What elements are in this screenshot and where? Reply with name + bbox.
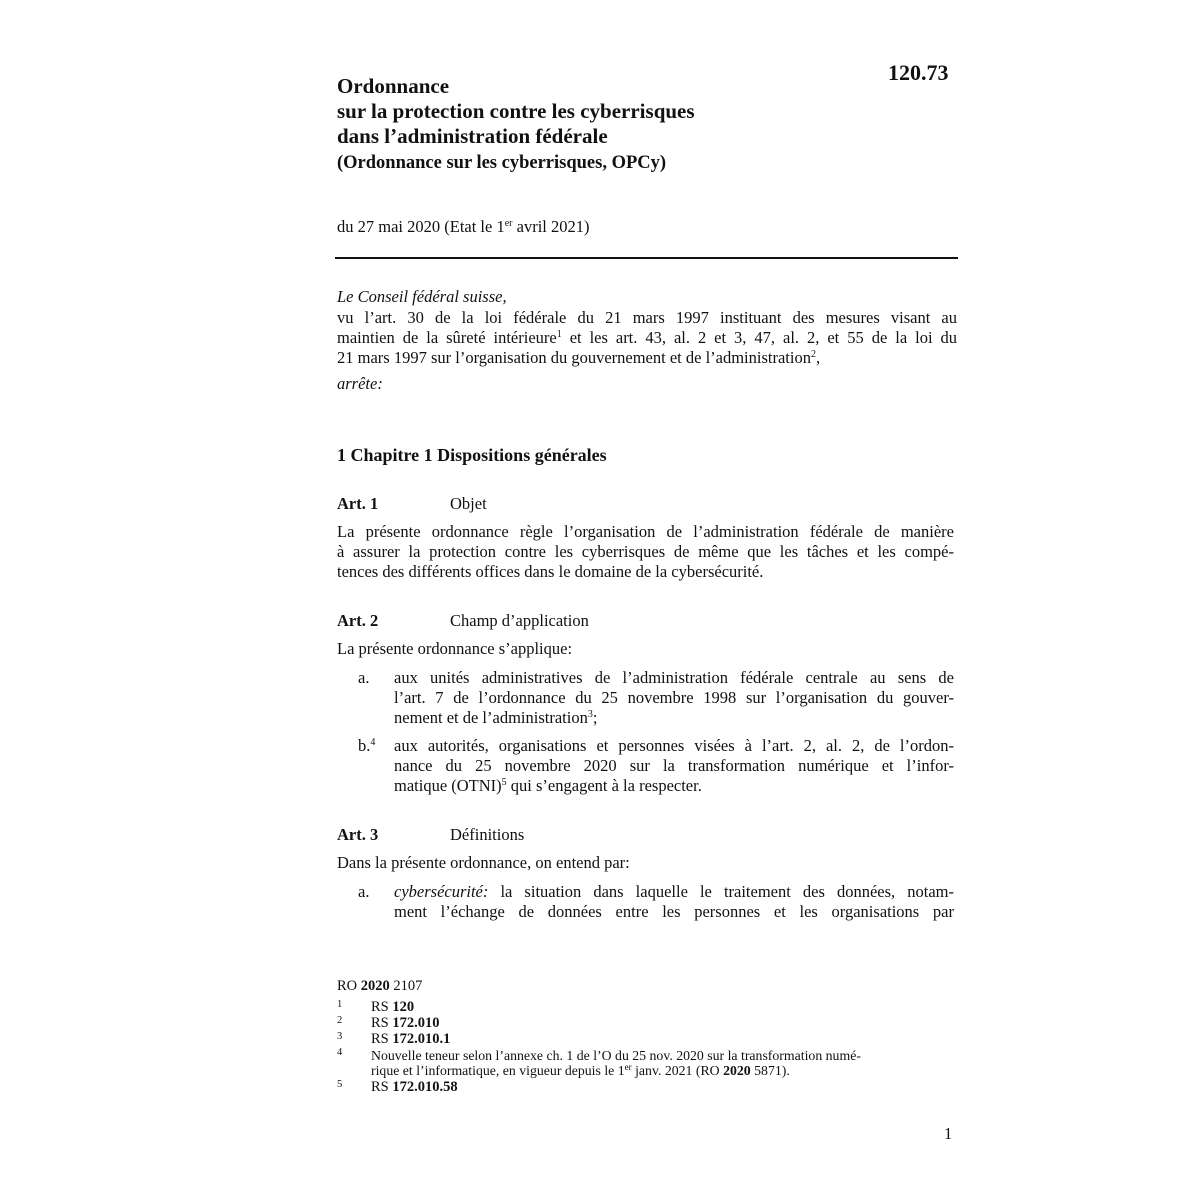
page-number: 1 bbox=[944, 1124, 953, 1143]
article-number: Art. 1 bbox=[337, 494, 379, 513]
list-marker: a. bbox=[358, 882, 370, 901]
ro-reference: RO 2020 2107 bbox=[337, 978, 423, 994]
article-intro: La présente ordonnance s’applique: bbox=[337, 639, 573, 658]
footnote-ref[interactable]: 3 bbox=[587, 709, 593, 720]
title-line: sur la protection contre les cyberrisques bbox=[337, 99, 695, 123]
article-intro: Dans la présente ordonnance, on entend par: bbox=[337, 853, 630, 872]
defined-term: cybersécurité: bbox=[394, 882, 489, 901]
footnote-ref[interactable]: 5 bbox=[501, 777, 507, 788]
article-heading bbox=[337, 494, 487, 514]
footnote-ref[interactable]: 2 bbox=[810, 349, 816, 360]
preamble-line: vu l’art. 30 de la loi fédérale du 21 mars 1997 instituant des mesures visant au bbox=[337, 308, 957, 327]
preamble-line: maintien de la sûreté intérieure$^1$ et les art. 43, al. 2 et 3, 47, al. 2, et 55 de la loi du bbox=[337, 328, 958, 347]
list-item: aux unités administratives de l’administration fédérale centrale au sens de l’art. 7 de l’ordonnance du 25 novembre 1998 sur l’organisation du gouver- nement et de l’administration$^3$; bbox=[394, 668, 954, 727]
date-prefix: du 27 mai 2020 (Etat le 1 bbox=[337, 217, 505, 236]
article-paragraph: La présente ordonnance règle l’organisation de l’administration fédérale de manière à assurer la protection contre les cyberrisques de même que les tâches et les compé- tences des différents offices dans le domaine de la cybersécurité. bbox=[337, 522, 954, 581]
preamble-authority: Le Conseil fédéral suisse, bbox=[337, 287, 507, 306]
preamble-line: 21 mars 1997 sur l’organisation du gouvernement et de l’administration$^2$, bbox=[337, 348, 821, 367]
preamble-decree: arrête: bbox=[337, 374, 383, 393]
article-number: Art. 2 bbox=[337, 611, 379, 630]
footnote-number: 1 bbox=[337, 999, 343, 1010]
list-item: aux autorités, organisations et personnes visées à l’art. 2, al. 2, de l’ordon- nance du 25 novembre 2020 sur la transformation numérique et l’infor- matique (OTNI)$^5$ qui s’engagent à la respecter. bbox=[394, 736, 954, 795]
article-title: Champ d’application bbox=[450, 611, 589, 630]
article-title: Définitions bbox=[450, 825, 525, 844]
footnote-number: 4 bbox=[337, 1047, 343, 1058]
footnote-ref[interactable]: 1 bbox=[556, 329, 562, 340]
article-heading bbox=[337, 825, 524, 845]
footnote-number: 3 bbox=[337, 1031, 343, 1042]
list-marker: a. bbox=[358, 668, 370, 687]
title-line: Ordonnance bbox=[337, 74, 450, 98]
document-page: 120.73 Ordonnance sur la protection contre les cyberrisques dans l’administration fédérale (Ordonnance sur les cyberrisques, OPCy) du 27 mai 2020 (Etat le 1er avril 2021) Le Conseil fédéral suisse, vu l’art. 30 de la loi fédérale du 21 mars 1997 instituant des mesures visant au maintien de la sûreté intérieure$^1$ et les art. 43, al. 2 et 3, 47, al. 2, et 55 de la loi du 21 mars 1997 sur l’organisation du gouvernement et de l’administration$^2$, arrête: 1 Chapitre 1 Dispositions générales Art. 1 Objet La présente ordonnance règle l’organisation de l’administration fédérale de manière à assurer la protection contre les cyberrisques de même que les tâches et les compé- tences des différents offices dans le domaine de la cybersécurité. Art. 2 Champ d’application La présente ordonnance s’applique: a. aux unités administratives de l’administration fédérale centrale au sens de l’art. 7 de l’ordonnance du 25 novembre 1998 sur l’organisation du gouver- nement et de l’administration$^3$; b.$^4$ aux autorités, organisations et personnes visées à l’art. 2, al. 2, de l’ordon- nance du 25 novembre 2020 sur la transformation numérique et l’infor- matique (OTNI)$^5$ qui s’engagent à la respecter. Art. 3 Définitions Dans la présente ordonnance, on entend par: a. cybersécurité: la situation dans laquelle le traitement des données, notam- ment l’échange de données entre les personnes et les organisations par RO 2020 2107 1 RS 120 2 RS 172.010 3 RS 172.010.1 4 Nouvelle teneur selon l’annexe ch. 1 de l’O du 25 nov. 2020 sur la transformation numé- rique et l’informatique, en vigueur depuis le 1er janv. 2021 (RO 2020 5871). 5 RS 172.010.58 1 bbox=[337, 60, 958, 1143]
article-title: Objet bbox=[450, 494, 487, 513]
footnote-number: 2 bbox=[337, 1015, 343, 1026]
sr-number: 120.73 bbox=[888, 60, 949, 85]
title-line: dans l’administration fédérale bbox=[337, 124, 608, 148]
article-number: Art. 3 bbox=[337, 825, 379, 844]
preamble bbox=[337, 287, 957, 394]
list-item: cybersécurité: la situation dans laquelle le traitement des données, notam- ment l’échange de données entre les personnes et les organisations par bbox=[394, 882, 954, 921]
footnote-number: 5 bbox=[337, 1079, 343, 1090]
chapter-heading: 1 Chapitre 1 Dispositions générales bbox=[337, 445, 607, 465]
ordinance-date bbox=[337, 217, 589, 237]
header-divider bbox=[335, 257, 958, 259]
footnote-ref[interactable]: 4 bbox=[370, 737, 376, 748]
list-marker: b.$^4$ bbox=[358, 736, 376, 755]
article-heading bbox=[337, 611, 589, 631]
ordinance-title bbox=[337, 74, 857, 149]
date-sup: er bbox=[504, 218, 513, 229]
ordinance-short-title: (Ordonnance sur les cyberrisques, OPCy) bbox=[337, 153, 667, 173]
date-suffix: avril 2021) bbox=[512, 217, 590, 236]
